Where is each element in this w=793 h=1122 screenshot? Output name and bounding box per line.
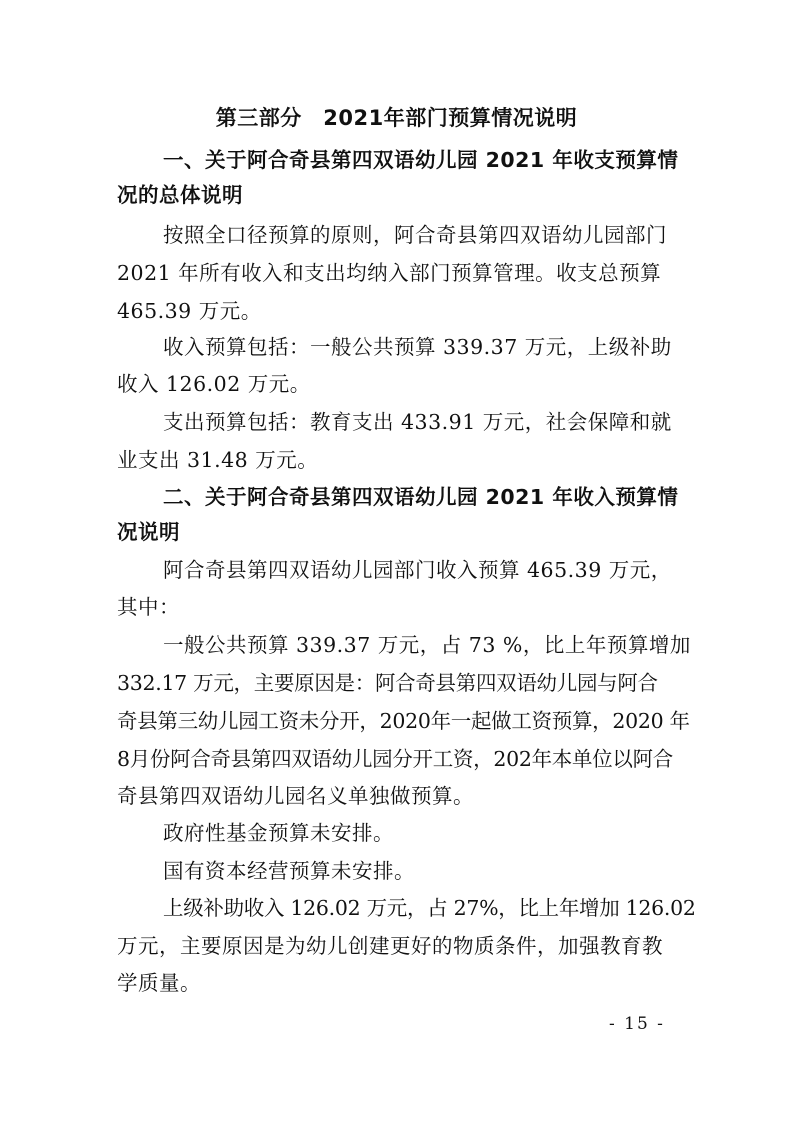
section1-paragraph1-line3: 465.39 万元。	[117, 299, 262, 323]
section2-paragraph2-line1: 一般公共预算 339.37 万元，占 73 %，比上年预算增加	[163, 633, 691, 657]
section2-paragraph1-line2: 其中：	[117, 595, 180, 619]
page-number: - 15 -	[609, 1014, 665, 1034]
section2-paragraph4: 国有资本经营预算未安排。	[163, 859, 415, 883]
section2-paragraph2-line3: 奇县第三幼儿园工资未分开，2020年一起做工资预算，2020 年	[117, 709, 690, 733]
section2-paragraph1-line1: 阿合奇县第四双语幼儿园部门收入预算 465.39 万元，	[163, 558, 672, 582]
section2-paragraph5-line3: 学质量。	[117, 971, 201, 995]
section1-paragraph3-line2: 业支出 31.48 万元。	[117, 448, 319, 472]
section2-paragraph3: 政府性基金预算未安排。	[163, 821, 394, 845]
page-title: 第三部分 2021年部门预算情况说明	[215, 106, 578, 130]
section1-heading-line1: 一、关于阿合奇县第四双语幼儿园 2021 年收支预算情	[163, 148, 679, 172]
section2-paragraph5-line2: 万元，主要原因是为幼儿创建更好的物质条件，加强教育教	[117, 934, 663, 958]
section1-paragraph1-line1: 按照全口径预算的原则，阿合奇县第四双语幼儿园部门	[163, 223, 667, 247]
section2-heading-line1: 二、关于阿合奇县第四双语幼儿园 2021 年收入预算情	[163, 485, 679, 509]
section2-paragraph2-line5: 奇县第四双语幼儿园名义单独做预算。	[117, 784, 474, 808]
section2-heading-line2: 况说明	[117, 520, 180, 544]
section1-heading-line2: 况的总体说明	[117, 183, 243, 207]
section1-paragraph3-line1: 支出预算包括：教育支出 433.91 万元，社会保障和就	[163, 410, 672, 434]
section1-paragraph1-line2: 2021 年所有收入和支出均纳入部门预算管理。收支总预算	[117, 261, 662, 285]
section2-paragraph5-line1: 上级补助收入 126.02 万元，占 27%，比上年增加 126.02	[163, 896, 696, 920]
section1-paragraph2-line1: 收入预算包括：一般公共预算 339.37 万元，上级补助	[163, 335, 672, 359]
section2-paragraph2-line4: 8月份阿合奇县第四双语幼儿园分开工资，202年本单位以阿合	[117, 747, 673, 771]
section1-paragraph2-line2: 收入 126.02 万元。	[117, 372, 311, 396]
section2-paragraph2-line2: 332.17 万元，主要原因是：阿合奇县第四双语幼儿园与阿合	[117, 671, 658, 695]
